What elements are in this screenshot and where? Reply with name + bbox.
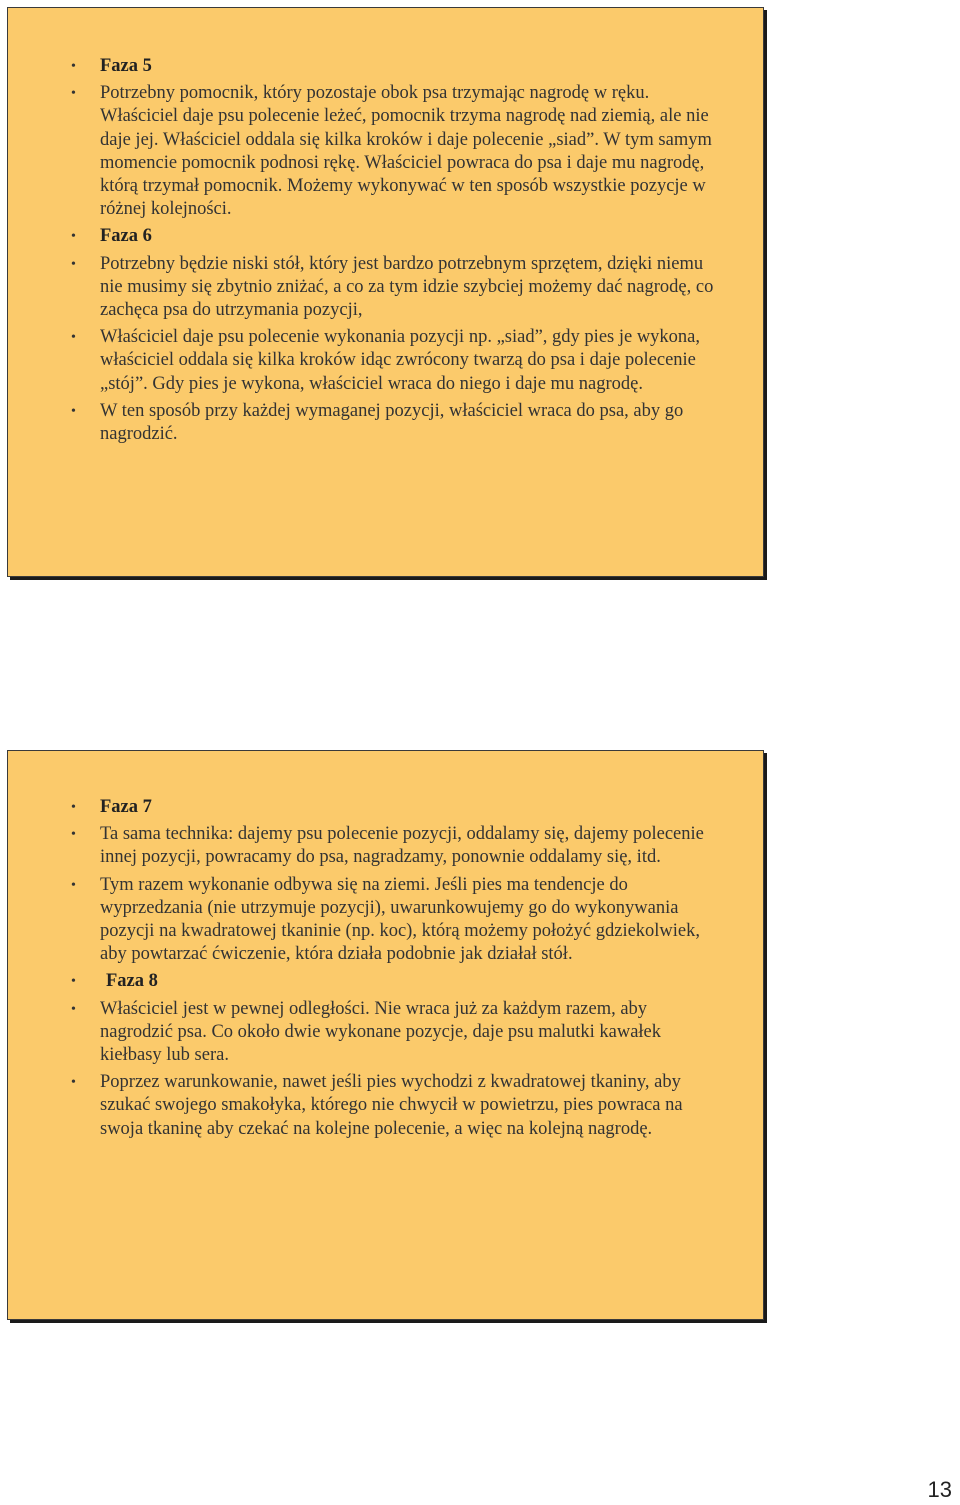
bullet-icon: •: [71, 86, 76, 102]
bullet-icon: •: [71, 330, 76, 346]
bullet-item: [8, 998, 718, 1068]
page-number: 13: [927, 1477, 952, 1502]
bullet-text: W ten sposób przy każdej wymaganej pozycji, właściciel wraca do psa, aby go nagrodzić.: [100, 400, 684, 445]
bullet-item: [8, 874, 718, 967]
bullet-item-faza-5: [8, 55, 718, 78]
bullet-icon: •: [71, 1001, 76, 1017]
bullet-icon: •: [71, 877, 76, 893]
bullet-text: Potrzebny pomocnik, który pozostaje obok psa trzymając nagrodę w ręku. Właściciel daje psu polecenie leżeć, pomocnik trzyma nagrodę nad ziemią, ale nie daje jej. Właściciel oddala się kilka kroków i daje polecenie „siad”. W tym samym momencie pomocnik podnosi rękę. Właściciel powraca do psa i daje mu nagrodę, którą trzymał pomocnik. Możemy wykonywać w ten sposób wszystkie pozycje w różnej kolejności.: [100, 83, 712, 220]
bullet-icon: •: [71, 256, 76, 272]
section-heading: Faza 8: [106, 971, 158, 992]
bullet-icon: •: [71, 229, 76, 245]
bullet-text: Właściciel daje psu polecenie wykonania pozycji np. „siad”, gdy pies je wykona, właściciel oddala się kilka kroków idąc zwrócony twarzą do psa i daje polecenie „stój”. Gdy pies je wykona, właściciel wraca do niego i daje mu nagrodę.: [100, 327, 701, 394]
slide-2: [7, 750, 764, 1320]
bullet-item: [8, 1071, 718, 1141]
bullet-item-faza-8: [8, 970, 718, 993]
bullet-text: Ta sama technika: dajemy psu polecenie pozycji, oddalamy się, dajemy polecenie innej pozycji, powracamy do psa, nagradzamy, ponownie oddalamy się, itd.: [100, 824, 704, 868]
section-heading: Faza 5: [100, 56, 152, 76]
slide-1: [7, 7, 764, 577]
bullet-icon: •: [71, 800, 76, 815]
bullet-text: Potrzebny będzie niski stół, który jest bardzo potrzebnym sprzętem, dzięki niemu nie musimy się zbytnio zniżać, a co za tym idzie szybciej możemy dać nagrodę, co zachęca psa do utrzymania pozycji,: [100, 253, 714, 321]
bullet-text: Właściciel jest w pewnej odległości. Nie wraca już za każdym razem, aby nagrodzić psa. Co około dwie wykonane pozycje, daje psu malutki kawałek kiełbasy lub sera.: [100, 998, 662, 1066]
bullet-item: [8, 823, 718, 869]
bullet-icon: •: [71, 827, 76, 843]
bullet-item: [8, 326, 718, 396]
bullet-text: Poprzez warunkowanie, nawet jeśli pies wychodzi z kwadratowej tkaniny, aby szukać swojego smakołyka, którego nie chwycił w powietrzu, pies powraca na swoja tkaninę aby czekać na kolejne polecenie, a więc na kolejną nagrodę.: [100, 1072, 683, 1139]
bullet-icon: •: [71, 1075, 76, 1091]
bullet-item: [8, 400, 718, 446]
section-heading: Faza 7: [100, 797, 152, 817]
bullet-item-faza-7: [8, 796, 718, 819]
bullet-item: [8, 82, 718, 221]
bullet-icon: •: [71, 59, 76, 74]
bullet-item: [8, 253, 718, 323]
bullet-text: Tym razem wykonanie odbywa się na ziemi. Jeśli pies ma tendencje do wyprzedzania (nie utrzymuje pozycji), uwarunkowujemy go do wykonywania pozycji na kwadratowej tkaninie (np. koc), którą możemy położyć gdziekolwiek, aby powtarzać ćwiczenie, która działa podobnie jak działał stół.: [100, 874, 701, 965]
bullet-icon: •: [71, 974, 76, 990]
slide-1-bullet-list: [8, 55, 718, 450]
slide-2-bullet-list: [8, 796, 718, 1145]
bullet-icon: •: [71, 403, 76, 419]
bullet-item-faza-6: [8, 225, 718, 248]
section-heading: Faza 6: [100, 226, 152, 247]
